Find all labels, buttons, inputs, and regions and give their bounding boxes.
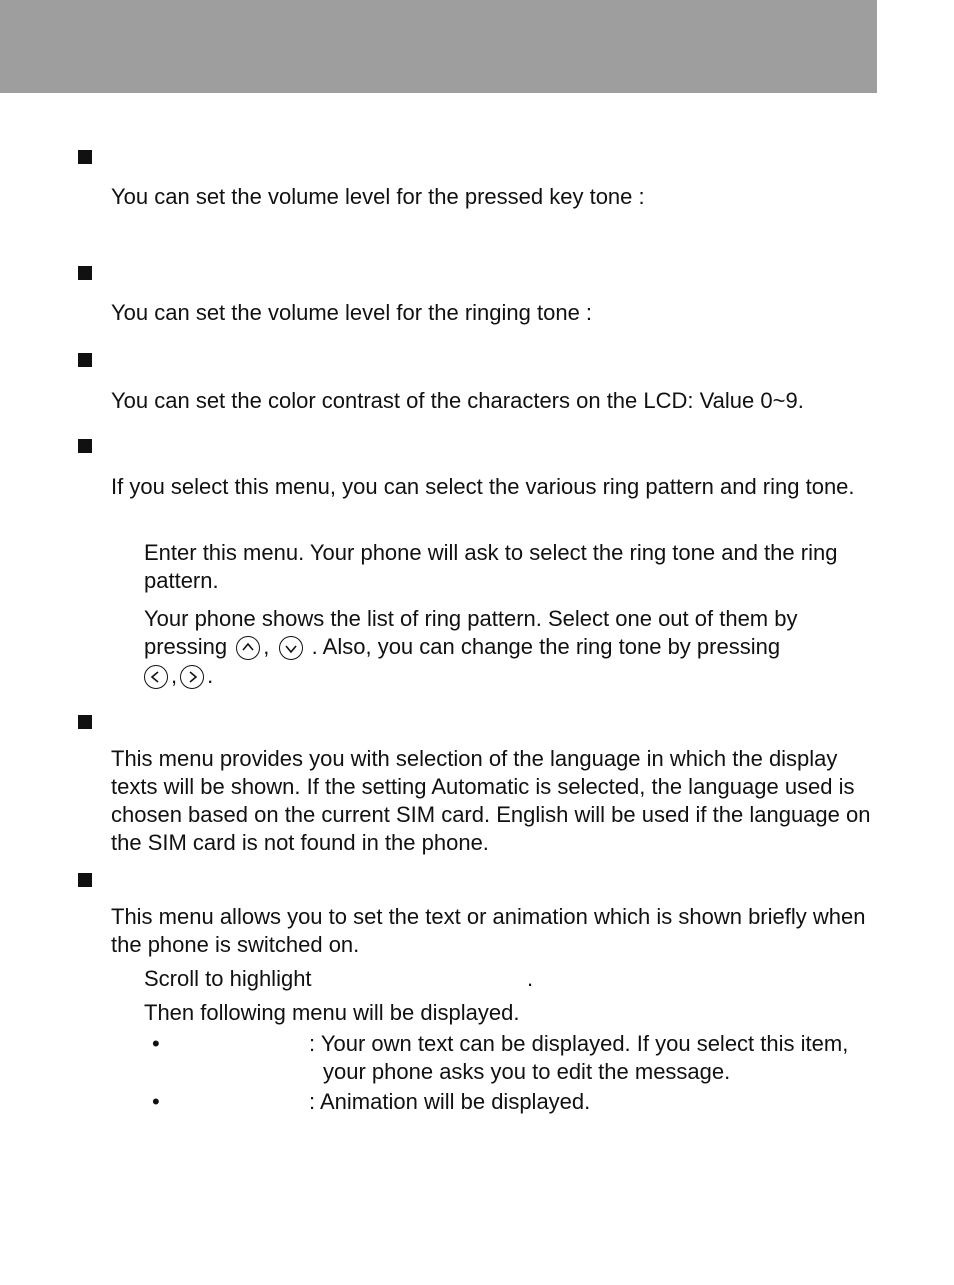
scroll-end: . [527,966,534,991]
bullet-icon: • [152,1031,160,1056]
greeting-intro: This menu allows you to set the text or animation which is shown briefly when the phone is switched on. [111,904,866,957]
comma: , [263,634,270,659]
comma: , [171,663,178,688]
ring-tone-step2-line1: Your phone shows the list of ring pattern. Select one out of them by [144,606,798,631]
key-tone-text: You can set the volume level for the pressed key tone : [111,184,645,209]
ring-volume-text: You can set the volume level for the ringing tone : [111,300,593,325]
bullet-icon: • [152,1089,160,1114]
up-key-icon [236,636,260,660]
ring-tone-step1: Enter this menu. Your phone will ask to select the ring tone and the ring pattern. [144,540,838,593]
section-marker-icon [78,150,92,164]
greeting-item-text: : Your own text can be displayed. If you select this item, your phone asks you to edit the message. [309,1031,849,1084]
period: . [207,663,214,688]
section-marker-icon [78,873,92,887]
greeting-item-animation: : Animation will be displayed. [309,1089,591,1114]
contrast-text: You can set the color contrast of the characters on the LCD: Value 0~9. [111,388,804,413]
section-marker-icon [78,715,92,729]
header-bar [0,0,877,93]
language-text: This menu provides you with selection of the language in which the display texts will be shown. If the setting Automatic is selected, the language used is chosen based on the current SIM card. English will be used if the language on the SIM card is not found in the phone. [111,746,871,855]
section-marker-icon [78,353,92,367]
ring-tone-intro: If you select this menu, you can select the various ring pattern and ring tone. [111,474,855,499]
scroll-text: Scroll to highlight [144,966,312,991]
left-key-icon [144,665,168,689]
ring-tone-step2-line3 [144,662,213,690]
ring-tone-change-text: . Also, you can change the ring tone by pressing [311,634,781,659]
section-marker-icon [78,439,92,453]
section-marker-icon [78,266,92,280]
ring-tone-step2-line2 [144,633,780,661]
down-key-icon [279,636,303,660]
then-text: Then following menu will be displayed. [144,1000,520,1025]
right-key-icon [180,665,204,689]
pressing-label: pressing [144,634,228,659]
